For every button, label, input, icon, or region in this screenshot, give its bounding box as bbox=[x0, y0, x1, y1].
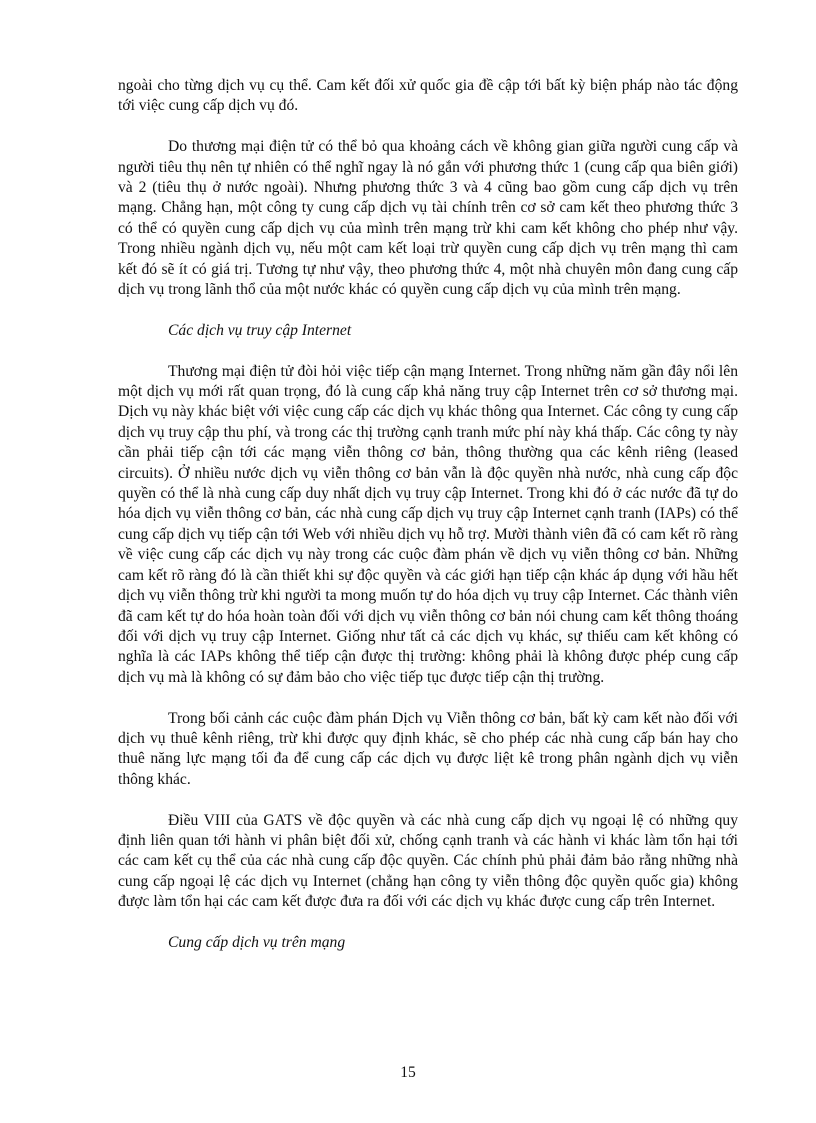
paragraph-gats-article-viii: Điều VIII của GATS về độc quyền và các nhà cung cấp dịch vụ ngoại lệ có những quy định liên quan tới hành vi phân biệt đối xử, chống cạnh tranh và các hành vi khác làm tổn hại tới các cam kết cụ thể của các nhà cung cấp độc quyền. Các chính phủ phải đảm bảo rằng những nhà cung cấp ngoại lệ các dịch vụ Internet (chẳng hạn công ty viễn thông độc quyền quốc gia) không được làm tổn hại các cam kết được đưa ra đối với các dịch vụ khác được cung cấp trên Internet. bbox=[118, 811, 738, 911]
document-page bbox=[118, 76, 738, 953]
paragraph-ecommerce-modes: Do thương mại điện tử có thể bỏ qua khoảng cách về không gian giữa người cung cấp và người tiêu thụ nên tự nhiên có thể nghĩ ngay là nó gắn với phương thức 1 (cung cấp qua biên giới) và 2 (tiêu thụ ở nước ngoài). Nhưng phương thức 3 và 4 cũng bao gồm cung cấp dịch vụ trên mạng. Chẳng hạn, một công ty cung cấp dịch vụ tài chính trên cơ sở cam kết theo phương thức 3 có thể có quyền cung cấp dịch vụ của mình trên mạng trừ khi cam kết không cho phép như vậy. Trong nhiều ngành dịch vụ, nếu một cam kết loại trừ quyền cung cấp dịch vụ trên mạng thì cam kết đó sẽ ít có giá trị. Tương tự như vậy, theo phương thức 4, một nhà chuyên môn đang cung cấp dịch vụ trong lãnh thổ của một nước khác có quyền cung cấp dịch vụ của mình trên mạng. bbox=[118, 138, 738, 299]
section-heading-online-services: Cung cấp dịch vụ trên mạng bbox=[168, 933, 346, 951]
page-number: 15 bbox=[400, 1064, 416, 1081]
section-heading-internet-access: Các dịch vụ truy cập Internet bbox=[168, 321, 352, 339]
paragraph-continuation: ngoài cho từng dịch vụ cụ thể. Cam kết đối xử quốc gia đề cập tới bất kỳ biện pháp nào tác động tới việc cung cấp dịch vụ đó. bbox=[118, 77, 738, 115]
paragraph-internet-access: Thương mại điện tử đòi hỏi việc tiếp cận mạng Internet. Trong những năm gần đây nổi lên một dịch vụ mới rất quan trọng, đó là cung cấp khả năng truy cập Internet trên cơ sở thương mại. Dịch vụ này khác biệt với việc cung cấp các dịch vụ khác thông qua Internet. Các công ty cung cấp dịch vụ truy cập thu phí, và trong các thị trường cạnh tranh mức phí này khá thấp. Các công ty này cần phải tiếp cận tới các mạng viễn thông cơ bản, thông thường qua các kênh riêng (leased circuits). Ở nhiều nước dịch vụ viễn thông cơ bản vẫn là độc quyền nhà nước, nhà cung cấp độc quyền có thể là nhà cung cấp duy nhất dịch vụ truy cập Internet. Trong khi đó ở các nước đã tự do hóa dịch vụ viễn thông cơ bản, các nhà cung cấp dịch vụ truy cập Internet cạnh tranh (IAPs) có thể cung cấp dịch vụ tiếp cận tới Web với nhiều dịch vụ hỗ trợ. Mười thành viên đã có cam kết rõ ràng về việc cung cấp các dịch vụ này trong các cuộc đàm phán về dịch vụ viễn thông cơ bản. Những cam kết rõ ràng đó là cần thiết khi sự độc quyền và các giới hạn tiếp cận khác áp dụng với hầu hết dịch vụ viễn thông trừ khi người ta mong muốn tự do hóa dịch vụ truy cập Internet. Các thành viên đã cam kết tự do hóa hoàn toàn đối với dịch vụ viễn thông cơ bản nói chung cam kết thông thoáng đối với dịch vụ truy cập Internet. Giống như tất cả các dịch vụ khác, sự thiếu cam kết không có nghĩa là các IAPs không thể tiếp cận được thị trường: không phải là không được phép cung cấp dịch vụ mà là không có sự đảm bảo cho việc tiếp tục được tiếp cận thị trường. bbox=[118, 362, 738, 686]
paragraph-basic-telecom: Trong bối cảnh các cuộc đàm phán Dịch vụ Viễn thông cơ bản, bất kỳ cam kết nào đối với dịch vụ thuê kênh riêng, trừ khi được quy định khác, sẽ cho phép các nhà cung cấp bán hay cho thuê năng lực mạng tối đa để cung cấp các dịch vụ được liệt kê trong phân ngành dịch vụ viễn thông khác. bbox=[118, 709, 738, 788]
